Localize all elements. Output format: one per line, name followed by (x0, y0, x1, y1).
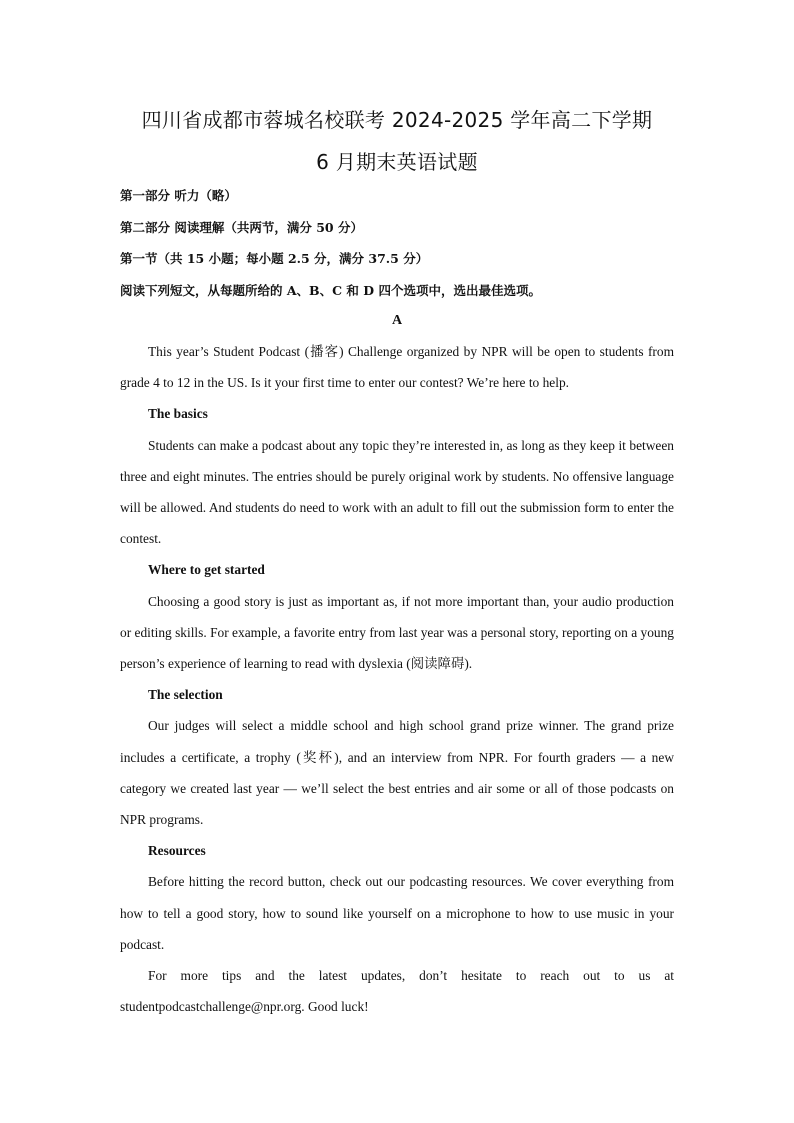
passage-letter: A (391, 313, 403, 328)
exam-title-line2: 6 月期末英语试题 (316, 150, 478, 174)
heading-resources: Resources (148, 843, 206, 859)
exam-title-line1: 四川省成都市蓉城名校联考 2024-2025 学年高二下学期 (141, 108, 653, 132)
heading-get-started: Where to get started (148, 562, 265, 578)
heading-selection: The selection (148, 687, 223, 703)
part1-heading: 第一部分 听力（略） (120, 188, 237, 203)
paragraph-selection: Our judges will select a middle school and high school grand prize winner. The grand prize includes a certificate, a trophy (奖杯), and an interview from NPR. For fourth graders — a new category we created last year — we’ll select the best entries and air some or all of those podcasts on NPR programs. (120, 718, 674, 828)
part2-heading: 第二部分 阅读理解（共两节，满分 50 分） (120, 220, 363, 235)
paragraph-get-started: Choosing a good story is just as important as, if not more important than, your audio production or editing skills. For example, a favorite entry from last year was a personal story, reporting on a young person’s experience of learning to read with dyslexia (阅读障碍). (120, 593, 674, 672)
heading-basics: The basics (148, 406, 208, 422)
section1-heading: 第一节（共 15 小题；每小题 2.5 分，满分 37.5 分） (120, 251, 429, 266)
passage-body (120, 336, 674, 1022)
reading-instruction: 阅读下列短文，从每题所给的 A、B、C 和 D 四个选项中，选出最佳选项。 (120, 283, 541, 298)
paragraph-basics: Students can make a podcast about any topic they’re interested in, as long as they keep it between three and eight minutes. The entries should be purely original work by students. No offensive language will be allowed. And students do need to work with an adult to fill out the submission form to enter the contest. (120, 437, 674, 547)
paragraph-closing: For more tips and the latest updates, don’t hesitate to reach out to us at studentpodcastchallenge@npr.org. Good luck! (120, 968, 674, 1015)
passage-intro: This year’s Student Podcast (播客) Challenge organized by NPR will be open to students from grade 4 to 12 in the US. Is it your first time to enter our contest? We’re here to help. (120, 344, 674, 391)
paragraph-resources: Before hitting the record button, check out our podcasting resources. We cover everything from how to tell a good story, how to sound like yourself on a microphone to how to use music in your podcast. (120, 874, 674, 952)
